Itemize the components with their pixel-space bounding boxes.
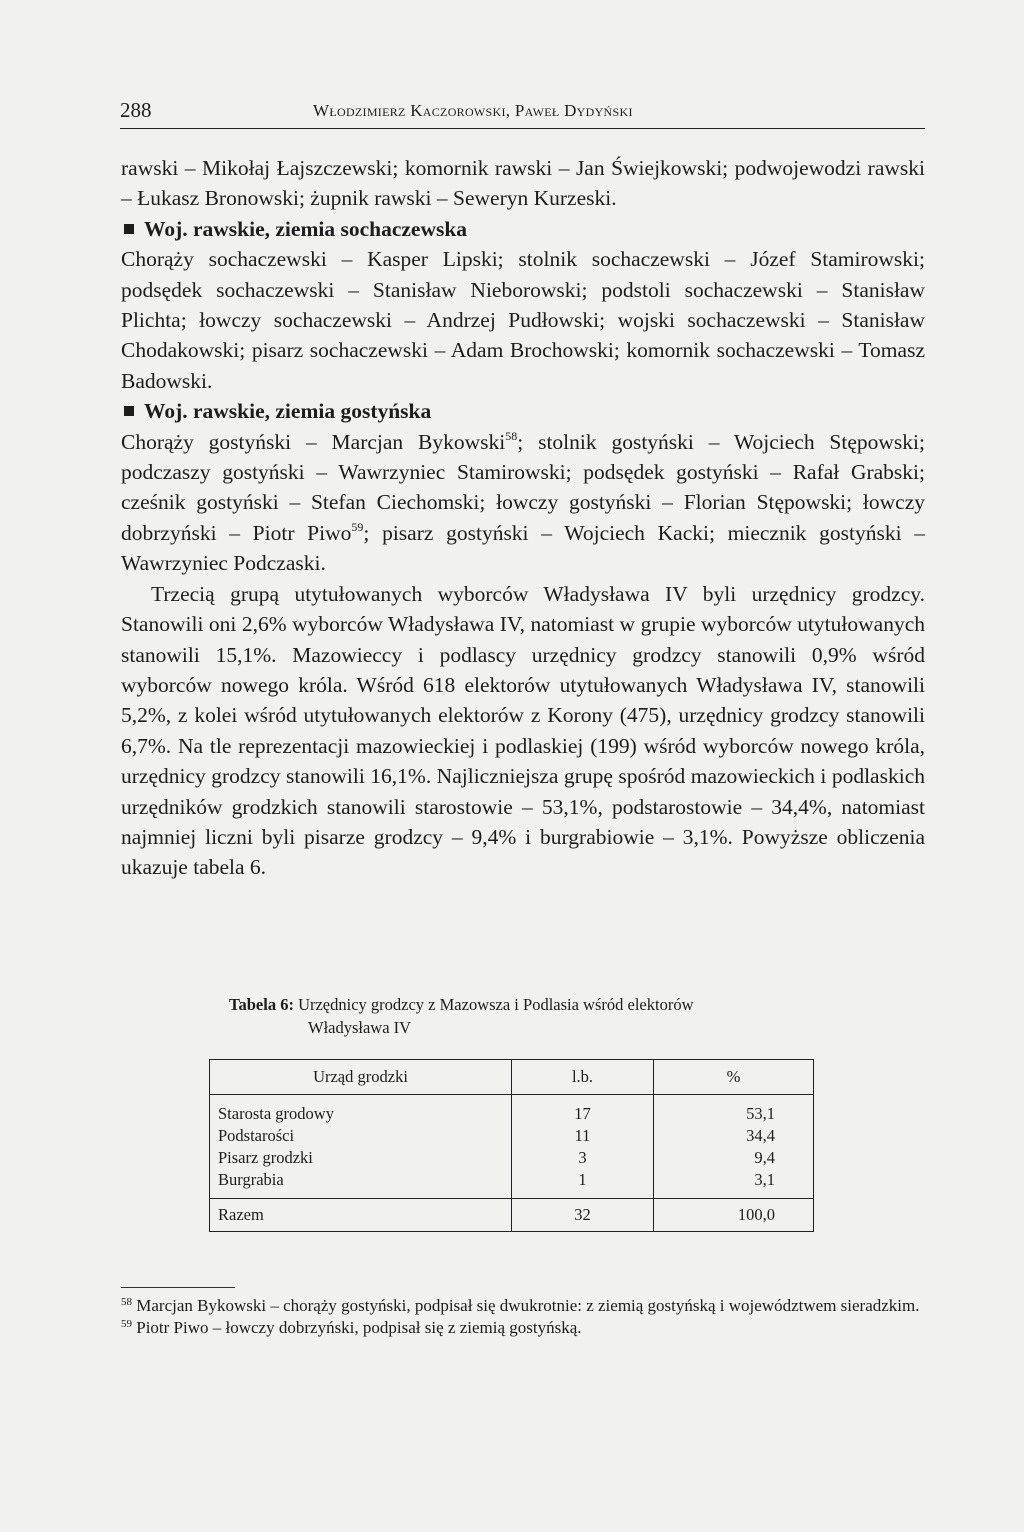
table-cell: 53,1	[654, 1095, 814, 1126]
section-heading	[121, 396, 925, 426]
table-cell: Starosta grodowy	[218, 1104, 334, 1123]
table-cell: 3	[512, 1147, 654, 1169]
footnote-ref[interactable]: 58	[505, 428, 518, 443]
table-cell: Podstarości	[218, 1126, 295, 1145]
footnote-text: Piotr Piwo – łowczy dobrzyński, podpisał się z ziemią gostyńską.	[136, 1318, 582, 1337]
table-cell: 3,1	[654, 1169, 814, 1199]
table-row	[210, 1095, 814, 1126]
footnote-number: 59	[121, 1318, 132, 1330]
data-table	[209, 1059, 814, 1232]
table-cell: Pisarz grodzki	[218, 1148, 313, 1167]
section-heading	[121, 214, 925, 244]
caption-label: Tabela 6:	[229, 995, 294, 1014]
table-cell: Razem	[210, 1199, 512, 1232]
main-text	[121, 153, 925, 883]
section-heading-text: Woj. rawskie, ziemia sochaczewska	[144, 216, 468, 241]
column-header: l.b.	[512, 1060, 654, 1095]
table-caption	[229, 993, 849, 1039]
table-cell: 34,4	[654, 1125, 814, 1147]
table-cell: 1	[512, 1169, 654, 1199]
caption-text: Urzędnicy grodzcy z Mazowsza i Podlasia wśród elektorów	[298, 995, 694, 1014]
footnote	[121, 1317, 925, 1339]
footnote-number: 58	[121, 1296, 132, 1308]
paragraph: Chorąży sochaczewski – Kasper Lipski; stolnik sochaczewski – Józef Stamirowski; podsędek sochaczewski – Stanisław Nieborowski; podstoli sochaczewski – Stanisław Plichta; łowczy sochaczewski – Andrzej Pudłowski; wojski sochaczewski – Stanisław Chodakowski; pisarz sochaczewski – Adam Brochowski; komornik sochaczewski – Tomasz Badowski.	[121, 247, 925, 393]
column-header: Urząd grodzki	[210, 1060, 512, 1095]
table-cell: 11	[512, 1125, 654, 1147]
table-cell: 9,4	[654, 1147, 814, 1169]
section-heading-text: Woj. rawskie, ziemia gostyńska	[144, 399, 432, 424]
square-bullet-icon	[124, 224, 134, 234]
page-header	[120, 98, 925, 129]
table-cell: 100,0	[654, 1199, 814, 1232]
paragraph: Trzecią grupą utytułowanych wyborców Władysława IV byli urzędnicy grodzcy. Stanowili oni 2,6% wyborców Władysława IV, natomiast w grupie wyborców utytułowanych stanowili 15,1%. Mazowieccy i podlascy urzędnicy grodzcy stanowili 0,9% wśród wyborców nowego króla. Wśród 618 elektorów utytułowanych Władysława IV, stanowili 5,2%, z kolei wśród utytułowanych elektorów z Korony (475), urzędnicy grodzcy stanowili 6,7%. Na tle reprezentacji mazowieckiej i podlaskiej (199) wśród wyborców nowego króla, urzędnicy grodzcy stanowili 16,1%. Najliczniejsza grupę spośród mazowieckich i podlaskich urzędników grodzkich stanowili starostowie – 53,1%, podstarostowie – 34,4%, natomiast najmniej liczni byli pisarze grodzcy – 9,4% i burgrabiowie – 3,1%. Powyższe obliczenia ukazuje tabela 6.	[121, 581, 925, 880]
text-run: ; stolnik gostyński – Wojciech Stępowski; podczaszy gostyński – Wawrzyniec Stamirowski; podsędek gostyński – Rafał Grabski; cześnik gostyński – Stefan Ciechomski; łowczy gostyński – Florian Stępowski; łowczy dobrzyński – Piotr Piwo	[121, 429, 925, 545]
column-header: %	[654, 1060, 814, 1095]
table-cell: 17	[512, 1095, 654, 1126]
footnote	[121, 1295, 925, 1317]
footnote-ref[interactable]: 59	[351, 519, 364, 534]
footnote-text: Marcjan Bykowski – chorąży gostyński, podpisał się dwukrotnie: z ziemią gostyńską i województwem sieradzkim.	[136, 1296, 920, 1315]
square-bullet-icon	[124, 406, 134, 416]
table-row	[210, 1147, 814, 1169]
running-head: Włodzimierz Kaczorowski, Paweł Dydyński	[313, 101, 633, 120]
page-number: 288	[120, 98, 152, 122]
paragraph: rawski – Mikołaj Łajszczewski; komornik rawski – Jan Świejkowski; podwojewodzi rawski – Łukasz Bronowski; żupnik rawski – Seweryn Kurzeski.	[121, 156, 925, 211]
text-run: ; pisarz gostyński – Wojciech Kacki; miecznik gostyński – Wawrzyniec Podczaski.	[121, 520, 925, 576]
table-row	[210, 1125, 814, 1147]
paragraph	[121, 427, 925, 579]
footnotes	[121, 1295, 925, 1339]
table-row	[210, 1169, 814, 1199]
text-run: Chorąży gostyński – Marcjan Bykowski	[121, 429, 506, 454]
table-header-row	[210, 1060, 814, 1095]
table-total-row	[210, 1199, 814, 1232]
footnote-separator	[121, 1287, 235, 1288]
caption-text-line2: Władysława IV	[308, 1018, 412, 1037]
table-cell: 32	[512, 1199, 654, 1232]
table-cell: Burgrabia	[218, 1170, 284, 1189]
